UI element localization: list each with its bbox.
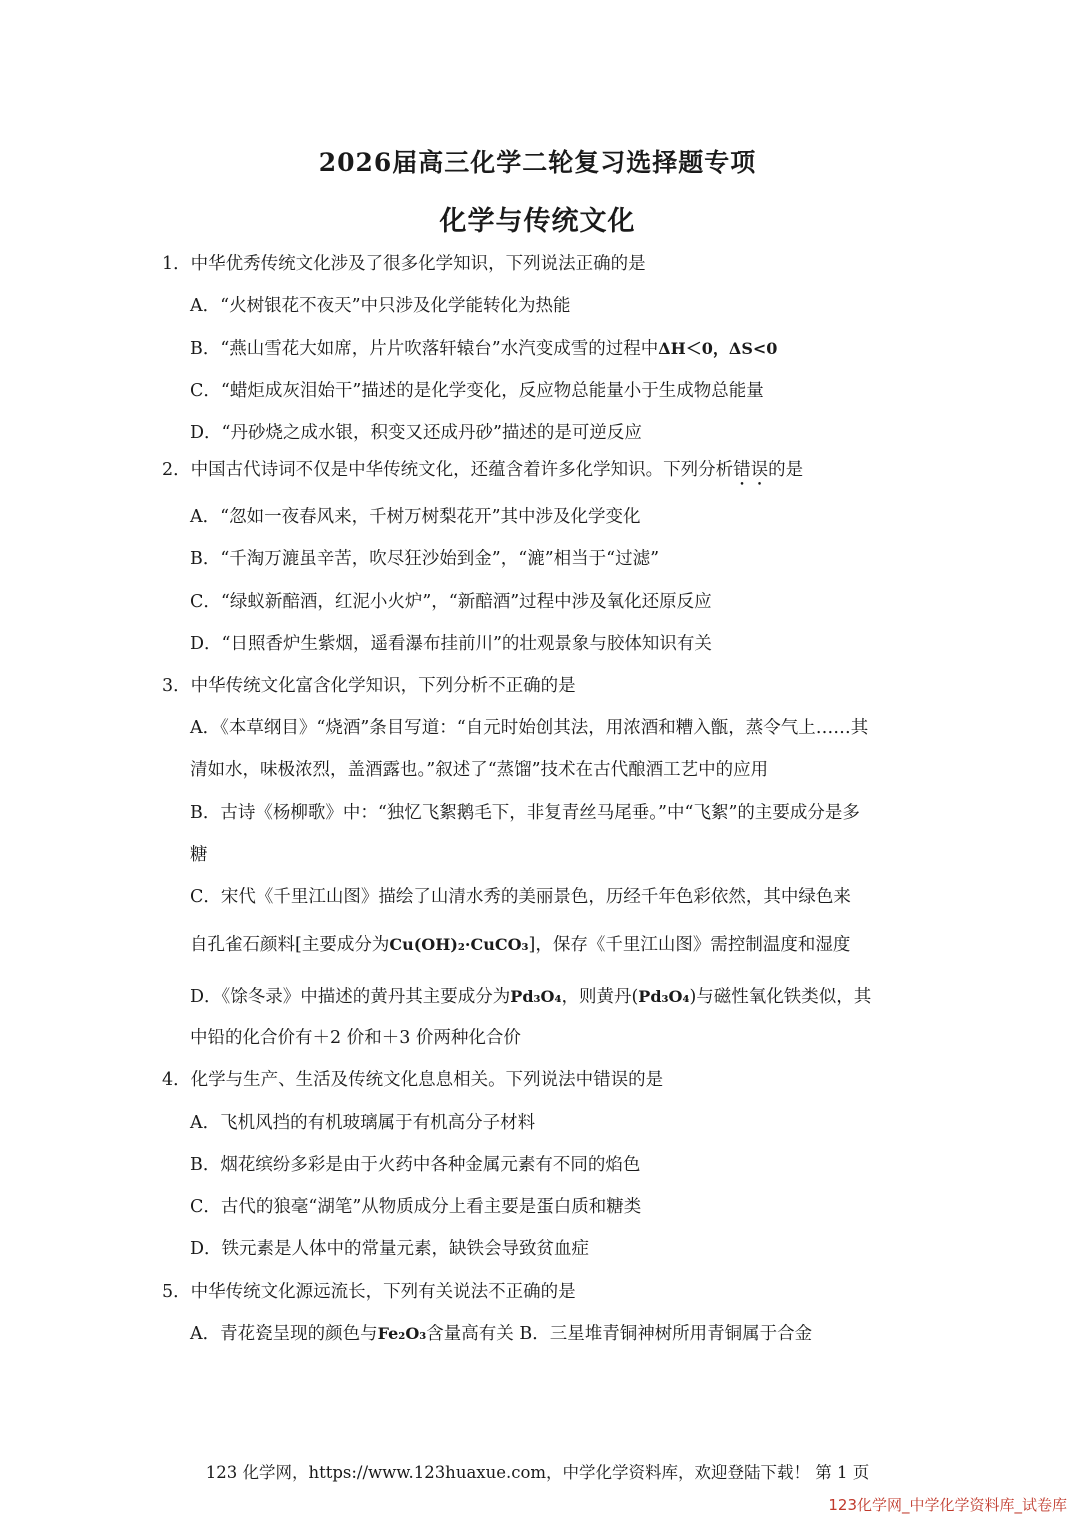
question-3-option-a-line2: 清如水，味极浓烈，盖酒露也。”叙述了“蒸馏”技术在古代酿酒工艺中的应用 (190, 760, 769, 780)
question-3-option-d-text-mid: ，则黄丹( (561, 987, 639, 1007)
question-3-stem: 3．中华传统文化富含化学知识，下列分析不正确的是 (162, 676, 576, 696)
question-5-stem: 5．中华传统文化源远流长，下列有关说法不正确的是 (162, 1282, 576, 1302)
page-footer: 123 化学网，https://www.123huaxue.com，中学化学资料库，欢迎登陆下载！ 第 1 页 (205, 1463, 870, 1482)
question-4-option-a: A．飞机风挡的有机玻璃属于有机高分子材料 (190, 1113, 536, 1133)
question-5-option-a-text-post: 含量高有关 B．三星堆青铜神树所用青铜属于合金 (426, 1324, 813, 1344)
question-2-option-b: B．“千淘万漉虽辛苦，吹尽狂沙始到金”，“漉”相当于“过滤” (190, 549, 660, 569)
question-3-option-b-line2: 糖 (190, 845, 208, 865)
question-1-option-d: D．“丹砂烧之成水银，积变又还成丹砂”描述的是可逆反应 (190, 423, 642, 443)
question-5-options-ab (190, 1322, 812, 1346)
question-1-stem: 1．中华优秀传统文化涉及了很多化学知识，下列说法正确的是 (162, 254, 646, 274)
question-1-option-c: C．“蜡炬成灰泪始干”描述的是化学变化，反应物总能量小于生成物总能量 (190, 381, 764, 401)
question-3-option-d-formula-2: Pd₃O₄ (638, 987, 690, 1006)
watermark: 123化学网_中学化学资料库_试卷库 (828, 1496, 1067, 1514)
question-3-option-d-text-post: )与磁性氧化铁类似，其 (689, 987, 872, 1007)
page-title: 2026届高三化学二轮复习选择题专项 (318, 148, 757, 177)
question-4-option-d: D．铁元素是人体中的常量元素，缺铁会导致贫血症 (190, 1239, 590, 1259)
question-4-option-c: C．古代的狼毫“湖笔”从物质成分上看主要是蛋白质和糖类 (190, 1197, 642, 1217)
question-3-option-a-line1: A．《本草纲目》“烧酒”条目写道：“自元时始创其法，用浓酒和糟入甑，蒸令气上……其 (190, 718, 869, 738)
question-2-option-d: D．“日照香炉生紫烟，遥看瀑布挂前川”的壮观景象与胶体知识有关 (190, 634, 712, 654)
question-3-option-d-formula: Pd₃O₄ (510, 987, 562, 1006)
question-3-option-b-line1: B．古诗《杨柳歌》中：“独忆飞絮鹅毛下，非复青丝马尾垂。”中“飞絮”的主要成分是多 (190, 803, 860, 823)
question-3-option-d-line1 (190, 985, 871, 1009)
question-3-option-d-text-pre: D．《馀冬录》中描述的黄丹其主要成分为 (190, 987, 511, 1007)
question-3-option-c-line2 (190, 933, 850, 957)
page-subtitle: 化学与传统文化 (439, 206, 636, 237)
question-5-option-a-formula: Fe₂O₃ (377, 1324, 427, 1343)
question-4-stem: 4．化学与生产、生活及传统文化息息相关。下列说法中错误的是 (162, 1070, 664, 1090)
question-5-option-a-text-pre: A．青花瓷呈现的颜色与 (190, 1324, 378, 1344)
question-4-option-b: B．烟花缤纷多彩是由于火药中各种金属元素有不同的焰色 (190, 1155, 641, 1175)
question-1-option-b (190, 337, 777, 361)
question-2-stem-pre: 2．中国古代诗词不仅是中华传统文化，还蕴含着许多化学知识。下列分析 (162, 460, 734, 480)
question-3-option-c-line1: C．宋代《千里江山图》描绘了山清水秀的美丽景色，历经千年色彩依然，其中绿色来 (190, 887, 851, 907)
question-2-stem-emphasis: 错误 (733, 460, 769, 480)
question-1-option-b-text: B．“燕山雪花大如席，片片吹落轩辕台”水汽变成雪的过程中 (190, 339, 659, 359)
question-2-stem-post: 的是 (768, 460, 804, 480)
question-2-stem (162, 458, 803, 490)
question-2-option-a: A．“忽如一夜春风来，千树万树梨花开”其中涉及化学变化 (190, 507, 641, 527)
question-2-option-c: C．“绿蚁新醅酒，红泥小火炉”，“新醅酒”过程中涉及氧化还原反应 (190, 592, 712, 612)
question-1-option-b-formula: ΔH＜0，ΔS<0 (658, 339, 778, 358)
question-3-option-c-formula: Cu(OH)₂·CuCO₃ (389, 935, 529, 954)
question-3-option-c-text-pre: 自孔雀石颜料[主要成分为 (190, 935, 390, 955)
question-1-option-a: A．“火树银花不夜天”中只涉及化学能转化为热能 (190, 296, 571, 316)
question-3-option-d-line2: 中铅的化合价有＋2 价和＋3 价两种化合价 (190, 1028, 521, 1048)
question-3-option-c-text-post: ]，保存《千里江山图》需控制温度和湿度 (528, 935, 851, 955)
